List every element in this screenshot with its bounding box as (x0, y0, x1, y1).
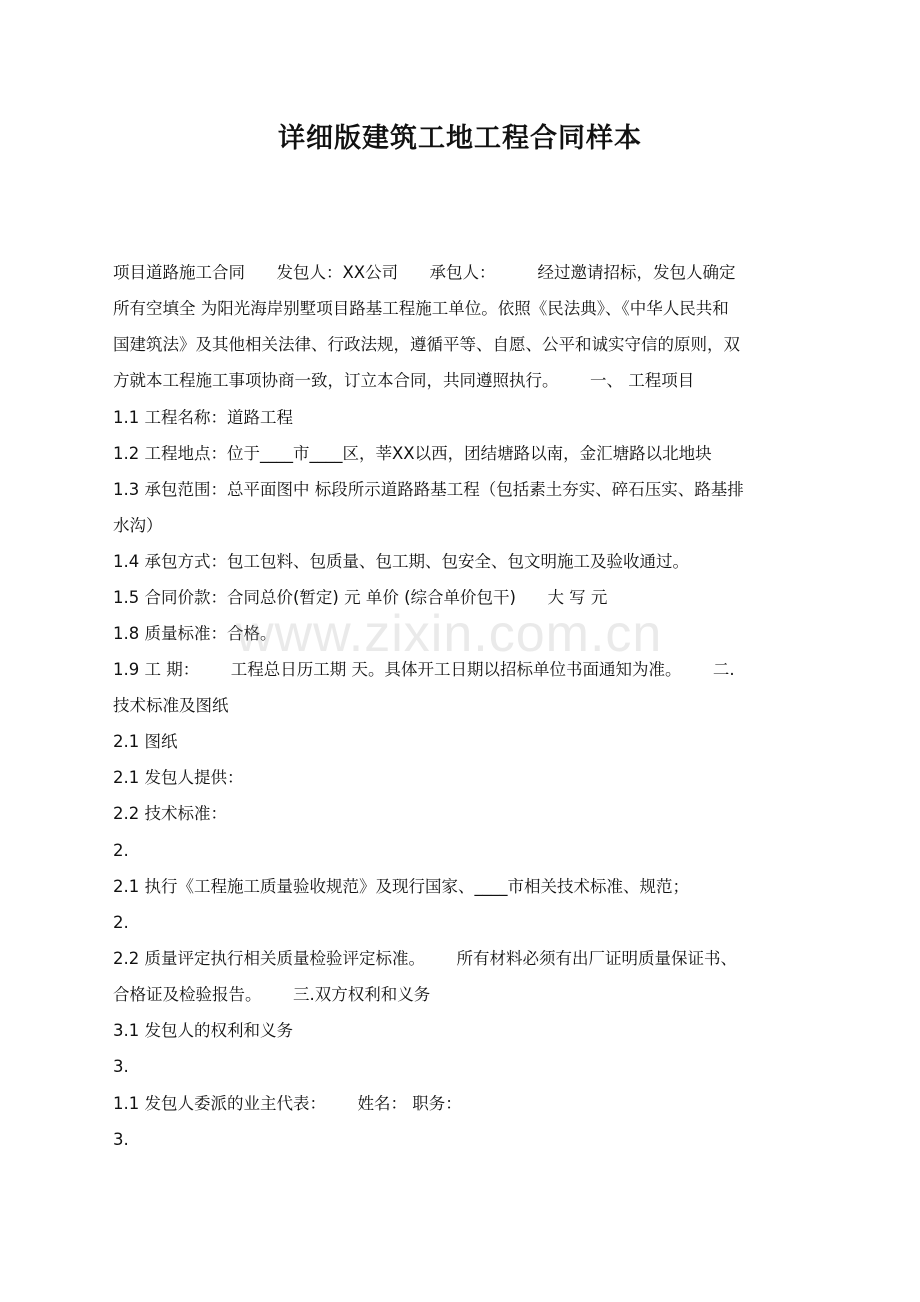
body-line: 2.2 技术标准： (113, 804, 227, 823)
body-line: 2.1 执行《工程施工质量验收规范》及现行国家、____市相关技术标准、规范； (113, 877, 689, 896)
body-line: 2. (113, 913, 129, 932)
body-line: 2.1 发包人提供： (113, 768, 244, 787)
body-line: 项目道路施工合同 发包人：XX公司 承包人： 经过邀请招标，发包人确定 (113, 263, 736, 282)
body-line: 国建筑法》及其他相关法律、行政法规，遵循平等、自愿、公平和诚实守信的原则，双 (113, 335, 740, 354)
body-line: 1.8 质量标准：合格。 (113, 624, 277, 643)
body-line: 1.5 合同价款：合同总价(暂定) 元 单价 (综合单价包干) 大 写 元 (113, 588, 608, 607)
document-title: 详细版建筑工地工程合同样本 (278, 123, 642, 154)
watermark: www.zixin.com.cn (236, 605, 663, 663)
body-line: 1.1 工程名称：道路工程 (113, 408, 293, 427)
body-line: 3.1 发包人的权利和义务 (113, 1021, 293, 1040)
body-line: 1.2 工程地点：位于____市____区，莘XX以西，团结塘路以南，金汇塘路以北地块 (113, 444, 712, 463)
body-line: 2.1 图纸 (113, 732, 178, 751)
body-line: 合格证及检验报告。 三.双方权利和义务 (113, 985, 431, 1004)
body-line: 方就本工程施工事项协商一致，订立本合同，共同遵照执行。 一、 工程项目 (113, 371, 695, 390)
body-line: 2.2 质量评定执行相关质量检验评定标准。 所有材料必须有出厂证明质量保证书、 (113, 949, 737, 968)
body-line: 3. (113, 1130, 129, 1149)
body-line: 技术标准及图纸 (113, 696, 229, 715)
body-line: 1.9 工 期： 工程总日历工期 天。具体开工日期以招标单位书面通知为准。 二. (113, 660, 735, 679)
body-line: 1.1 发包人委派的业主代表： 姓名： 职务： (113, 1094, 462, 1113)
body-line: 1.4 承包方式：包工包料、包质量、包工期、包安全、包文明施工及验收通过。 (113, 552, 689, 571)
body-line: 3. (113, 1057, 129, 1076)
body-line: 2. (113, 841, 129, 860)
body-line: 所有空填全 为阳光海岸别墅项目路基工程施工单位。依照《民法典》、《中华人民共和 (113, 299, 729, 318)
body-line: 1.3 承包范围：总平面图中 标段所示道路路基工程（包括素土夯实、碎石压实、路基排 (113, 480, 744, 499)
body-line: 水沟） (113, 516, 163, 535)
